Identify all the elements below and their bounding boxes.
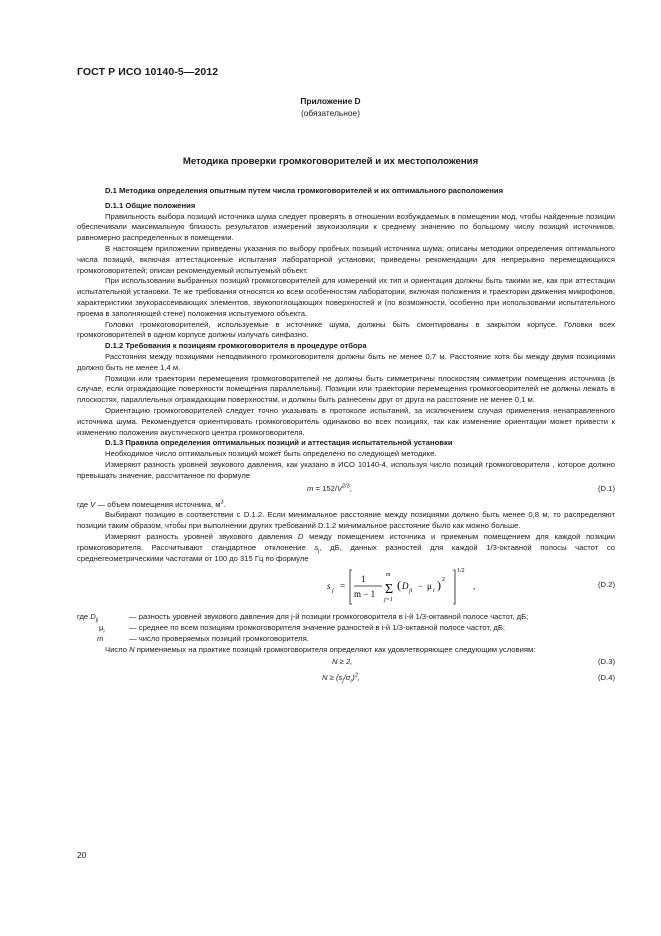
formula-d4-expression: $N \ge (s_j/\sigma_r)^2$, xyxy=(322,672,360,686)
paragraph: Необходимое число оптимальных позиций может быть определено по следующей методике. xyxy=(105,449,437,459)
formula-number: (D.4) xyxy=(598,673,615,683)
svg-text:μ: μ xyxy=(427,581,432,592)
svg-text:,: , xyxy=(473,581,476,592)
formula-d1-expression: $m = 152/V^{2/3}$, xyxy=(307,482,352,493)
svg-text:m − 1: m − 1 xyxy=(354,589,376,600)
annex-status: (обязательное) xyxy=(300,108,360,118)
section-heading-d1: D.1 Методика определения опытным путем числа громкоговорителей и их оптимального расположения xyxy=(105,186,504,195)
paragraph: Головки громкоговорителей, используемые в источнике шума, должны быть смонтированы в закрытом корпусе. Головки всех громкоговорителей в одном корпусе должны излучать синфазно. xyxy=(77,319,615,340)
document-title: Методика проверки громкоговорителей и их местоположения xyxy=(182,156,479,167)
annex-title: Приложение D xyxy=(300,96,361,106)
page-number: 20 xyxy=(77,850,87,860)
paragraph: Ориентацию громкоговорителей следует точно указывать в протоколе испытаний, за исключением случая применения ненаправленного источника шума. Рекомендуется ориентировать громкоговоритель одинаково во всех позициях, так как изменение ориентации может привести к изменению положения акустического центра громкоговорителя. xyxy=(77,405,615,437)
paragraph: Позиции или траектории перемещения громкоговорителей не должны быть симметричны плоскостям симметрии помещения источника (в случае, если ограждающие поверхности помещения параллельны). Позиции или траектории перемещения громкоговорителей не должны лежать в плоскостях, параллельных ограждающим поверхностям, и должны быть разнесены друг от друга на расстояние не менее 0,1 м. xyxy=(77,373,615,405)
svg-text:2: 2 xyxy=(442,577,445,584)
definition-dji: где $D_{ji}$ — разность уровней звукового давления для j-й позиции громкоговорителя в i-й 1/3-октавной полосе частот, дБ; xyxy=(77,612,529,624)
paragraph: В настоящем приложении приведены указания по выбору пробных позиций источника шума; описаны методики определения оптимального числа позиций, включая аттестационные испытания лабораторной установки; приведены рекомендации для непрерывно перемещающихся громкоговорителей; описан рекомендуемый испытуемый объект. xyxy=(77,243,615,275)
definition-v: где V — объем помещения источника, $м^3$. xyxy=(77,498,226,509)
formula-number: (D.2) xyxy=(598,580,615,590)
formula-d2-expression xyxy=(327,564,557,610)
formula-number: (D.3) xyxy=(598,657,615,667)
svg-text:j=1: j=1 xyxy=(384,597,393,604)
svg-text:1/2: 1/2 xyxy=(457,568,465,575)
formula-d3 xyxy=(77,657,615,671)
svg-text:−: − xyxy=(418,581,424,592)
formula-number: (D.1) xyxy=(598,483,615,493)
svg-text:1: 1 xyxy=(361,574,366,585)
svg-text:m: m xyxy=(386,572,391,579)
formula-d3-expression: N ≥ 2, xyxy=(332,657,353,667)
formula-d4 xyxy=(77,673,615,687)
paragraph: Измеряют разность уровней звукового давления, как указано в ИСО 10140-4, используя число позиций громкоговорителя , которое должно превышать значение, рассчитанное по формуле xyxy=(77,459,615,480)
formula-d1 xyxy=(77,484,615,498)
definition-mu: $\mu_i$ — среднее по всем позициям громкоговорителя значение разностей в i-й 1/3-октавной полосе частот, дБ; xyxy=(99,623,505,635)
paragraph: При использовании выбранных позиций громкоговорителей для измерений их тип и ориентация должны быть такими же, как при аттестации испытательной установки. Те же требования относятся ко всем особенностям лаборатории, включая положения и траектории движения микрофонов, характеристики звукорассеивающих элементов, звукопоглощающих поверхностей и (по возможности, особенно при использовании испытательного проема в заполняющей стене) положения испытуемого объекта. xyxy=(77,276,615,318)
svg-text:s: s xyxy=(327,581,331,592)
section-heading-d11: D.1.1 Общие положения xyxy=(105,200,196,210)
svg-text:): ) xyxy=(437,578,441,593)
paragraph: Расстояния между позициями неподвижного громкоговорителя должны быть не менее 0,7 м. Расстояние хотя бы между двумя позициями должно быть не менее 1,4 м. xyxy=(77,351,615,372)
svg-text:ji: ji xyxy=(409,588,413,595)
svg-text:Σ: Σ xyxy=(385,582,394,598)
svg-text:(: ( xyxy=(397,578,401,593)
definition-m: m — число проверяемых позиций громкоговорителя. xyxy=(97,633,309,643)
svg-text:D: D xyxy=(402,581,409,592)
paragraph: Число N применяемых на практике позиций громкоговорителя определяют как удовлетворяющее следующим условиям: xyxy=(105,644,536,654)
paragraph: Измеряют разность уровней звукового давления D между помещением источника и приемным помещением для каждой позиции громкоговорителя. Рассчитывают стандартное отклонение $s_j$, дБ, данных разностей для каждой 1/3-октавной полосы частот со среднегеометрическими частотами от 100 до 315 Гц по формуле xyxy=(77,531,615,563)
svg-text:i: i xyxy=(433,588,435,595)
paragraph: Выбирают позицию в соответствии с D.1.2. Если минимальное расстояние между позициями должно быть менее 0,8 м, то распределяют позиции таким образом, чтобы при выполнении других требований D.1.2 минимальное расстояние было как можно больше. xyxy=(77,510,615,531)
svg-text:j: j xyxy=(332,588,334,595)
section-heading-d13: D.1.3 Правила определения оптимальных позиций и аттестация испытательной установки xyxy=(105,438,453,448)
body-text xyxy=(77,186,615,689)
formula-d2 xyxy=(77,566,615,610)
section-heading-d12: D.1.2 Требования к позициям громкоговорителя в процедуре отбора xyxy=(105,341,367,351)
svg-text:=: = xyxy=(340,581,346,592)
paragraph: Правильность выбора позиций источника шума следует проверять в отношении возбуждаемых в помещении мод, чтобы найденные позиции обеспечивали максимальную близость результатов измерений звукоизоляции к среднему значению по большому числу позиций источников, равномерно распределенных в помещении. xyxy=(77,211,615,243)
standard-id: ГОСТ Р ИСО 10140-5—2012 xyxy=(77,66,219,78)
